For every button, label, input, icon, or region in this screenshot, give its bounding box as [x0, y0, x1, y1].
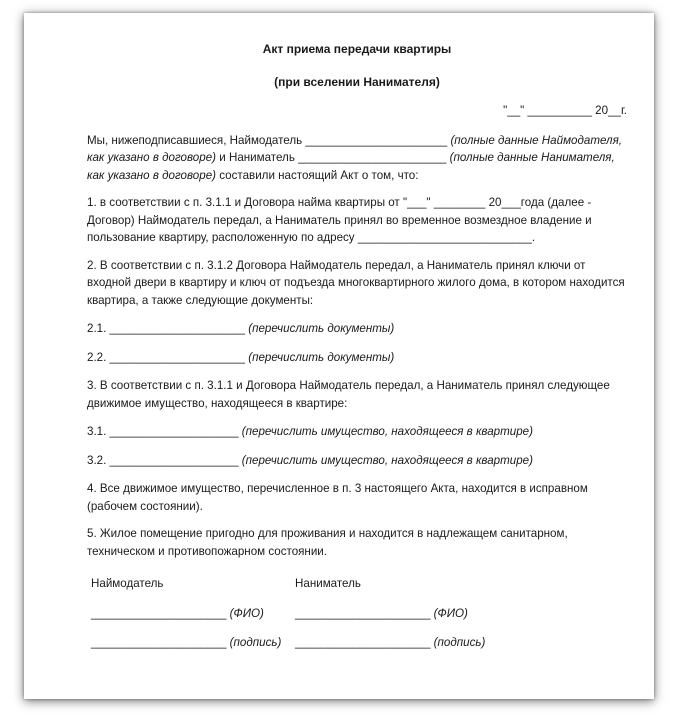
- intro-paragraph: [87, 132, 627, 185]
- tenant-sign-blank: _____________________: [295, 636, 431, 649]
- landlord-sign-hint: (подпись): [229, 636, 282, 649]
- intro-hint-2: (полные данные Нанимателя, как указано в договоре): [87, 151, 615, 182]
- signature-block: [87, 575, 627, 655]
- item-2-2: [87, 349, 627, 367]
- item-2-1-hint: (перечислить документы): [248, 322, 395, 335]
- item-3-2-number: 3.2. ____________________: [87, 453, 239, 467]
- tenant-name-blank: _____________________: [295, 606, 431, 620]
- document-page: [24, 13, 654, 699]
- landlord-sign-blank: _____________________: [91, 636, 227, 649]
- item-3-2-hint: (перечислить имущество, находящееся в квартире): [241, 453, 533, 467]
- item-2-2-hint: (перечислить документы): [248, 350, 395, 364]
- item-3: 3. В соответствии с п. 3.1.1 и Договора Наймодатель передал, а Наниматель принял следующее движимое имущество, находящееся в квартире:: [87, 379, 610, 410]
- landlord-name-blank: _____________________: [91, 606, 227, 620]
- item-3-1-hint: (перечислить имущество, находящееся в квартире): [241, 425, 533, 438]
- intro-text-2: и Наниматель _______________________: [219, 151, 447, 164]
- item-3-2: [87, 452, 627, 470]
- tenant-sign-hint: (подпись): [433, 636, 486, 649]
- document-content: [87, 41, 627, 655]
- item-1: 1. в соответствии с п. 3.1.1 и Договора найма квартиры от "___" ________ 20___года (далее - Договор) Наймодатель передал, а Наниматель принял во временное возмездное владение и пользование квартиру, расположенную по адресу ___________________________.: [87, 196, 592, 244]
- item-3-1-number: 3.1. ____________________: [87, 425, 239, 438]
- intro-hint-1: (полные данные Наймодателя, как указано в договоре): [87, 133, 622, 164]
- item-2-1-number: 2.1. _____________________: [87, 322, 245, 335]
- tenant-name-hint: (ФИО): [433, 606, 468, 620]
- item-2-2-number: 2.2. _____________________: [87, 350, 245, 364]
- item-2: 2. В соответствии с п. 3.1.2 Договора Наймодатель передал, а Наниматель принял ключи от входной двери в квартиру и ключ от подъезда многоквартирного жилого дома, в котором находится квартира, а также следующие документы:: [87, 258, 625, 307]
- tenant-signature: [295, 575, 535, 652]
- item-2-1: [87, 320, 627, 338]
- item-4: 4. Все движимое имущество, перечисленное в п. 3 настоящего Акта, находится в исправном (рабочем состоянии).: [87, 482, 588, 513]
- tenant-name-line: [295, 605, 535, 623]
- intro-text-1: Мы, нижеподписавшиеся, Наймодатель ______________________: [87, 133, 448, 147]
- tenant-sign-line: [295, 634, 535, 652]
- item-5: 5. Жилое помещение пригодно для проживания и находится в надлежащем санитарном, техническом и противопожарном состоянии.: [87, 527, 568, 558]
- landlord-name-hint: (ФИО): [229, 606, 264, 620]
- intro-text-3: составили настоящий Акт о том, что:: [219, 168, 419, 182]
- tenant-label: Наниматель: [295, 577, 361, 590]
- date-line: "__" __________ 20__г.: [503, 104, 627, 117]
- document-subtitle: (при вселении Нанимателя): [274, 74, 440, 89]
- landlord-label: Наймодатель: [91, 577, 164, 590]
- document-title: Акт приема передачи квартиры: [262, 42, 452, 56]
- item-3-1: [87, 423, 627, 441]
